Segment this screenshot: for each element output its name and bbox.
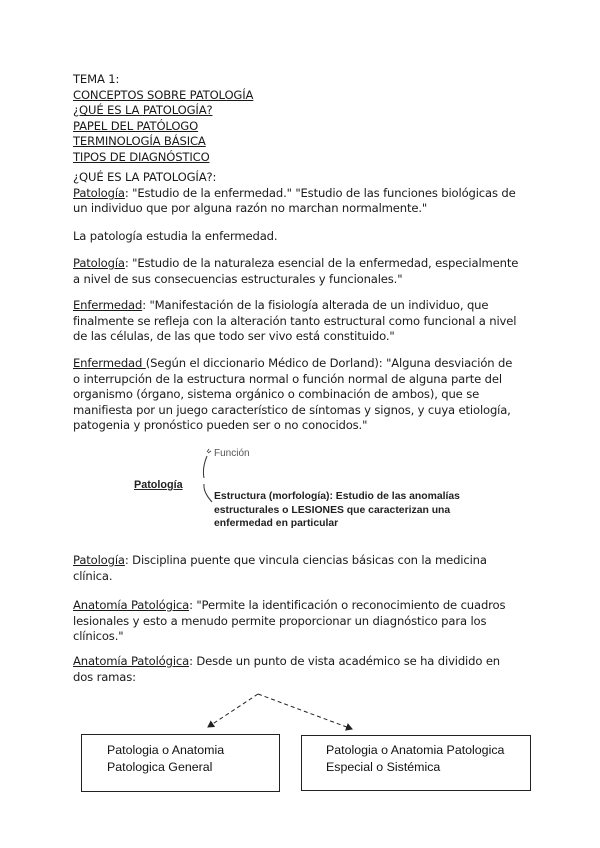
definition-text: clínica. bbox=[73, 568, 113, 583]
toc-item: TERMINOLOGÍA BÁSICA bbox=[73, 134, 206, 149]
figure-branch-bottom: Estructura (morfología): Estudio de las anomalías estructurales o LESIONES que caracterizan una enfermedad en particular bbox=[214, 491, 460, 529]
definition-text: : "Estudio de la naturaleza esencial de la enfermedad, especialmente bbox=[124, 256, 519, 270]
general-pathology-box: Patologia o Anatomia Patologica General bbox=[81, 734, 280, 792]
figure-root-label: Patología bbox=[134, 479, 183, 491]
definition-text: a nivel de sus consecuencias estructurales y funcionales." bbox=[73, 271, 403, 286]
definition-text: organismo (órgano, sistema orgánico o combinación de ambos), que se bbox=[73, 387, 480, 402]
term: Anatomía Patológica bbox=[73, 598, 190, 612]
special-pathology-box: Patologia o Anatomia Patologica Especial o Sistémica bbox=[301, 735, 531, 791]
definition-text: : "Estudio de la enfermedad." "Estudio de las funciones biológicas de bbox=[124, 185, 516, 200]
definition-text: o interrupción de la estructura normal o función normal de alguna parte del bbox=[73, 371, 502, 386]
toc-item: CONCEPTOS SOBRE PATOLOGÍA bbox=[73, 87, 254, 102]
toc-item: TIPOS DE DIAGNÓSTICO bbox=[73, 149, 210, 164]
toc-item: PAPEL DEL PATÓLOGO bbox=[73, 118, 199, 133]
definition-text: : Desde un punto de vista académico se ha dividido en bbox=[189, 654, 500, 668]
definition-text: manifiesta por un juego característico de síntomas y signos, y cuya etiología, bbox=[73, 402, 511, 417]
term: Enfermedad bbox=[73, 356, 146, 370]
section-title: ¿QUÉ ES LA PATOLOGÍA?: bbox=[73, 170, 217, 184]
definition-text: : "Manifestación de la fisiología alterada de un individuo, que bbox=[142, 298, 489, 312]
definition-text: patogenia y pronóstico pueden ser o no conocidos." bbox=[73, 418, 368, 433]
tema-label: TEMA 1: bbox=[73, 72, 120, 86]
definition-text: clínicos." bbox=[73, 629, 124, 644]
term: Enfermedad bbox=[73, 298, 143, 312]
definition-text: lesionales y esto a menudo permite proporcionar un diagnóstico para los bbox=[73, 613, 487, 628]
definition-text: dos ramas: bbox=[73, 669, 136, 684]
term: Patología bbox=[73, 185, 125, 200]
figure-branch-top: Función bbox=[214, 448, 250, 459]
term: Anatomía Patológica bbox=[73, 654, 190, 668]
definition-text: un individuo que por alguna razón no marchan normalmente." bbox=[73, 201, 428, 216]
definition-text: (Según el diccionario Médico de Dorland): "Alguna desviación de bbox=[145, 356, 513, 370]
definition-text: de las células, de las que todo ser vivo está constituido." bbox=[73, 329, 395, 344]
toc-item: ¿QUÉ ES LA PATOLOGÍA? bbox=[73, 103, 213, 118]
term: Patología bbox=[73, 256, 125, 270]
definition-text: : Disciplina puente que vincula ciencias básicas con la medicina bbox=[124, 553, 487, 567]
definition-text: : "Permite la identificación o reconocimiento de cuadros bbox=[189, 598, 506, 612]
summary-text: La patología estudia la enfermedad. bbox=[73, 229, 278, 243]
term: Patología bbox=[73, 553, 125, 567]
definition-text: finalmente se refleja con la alteración tanto estructural como funcional a nivel bbox=[73, 313, 517, 328]
